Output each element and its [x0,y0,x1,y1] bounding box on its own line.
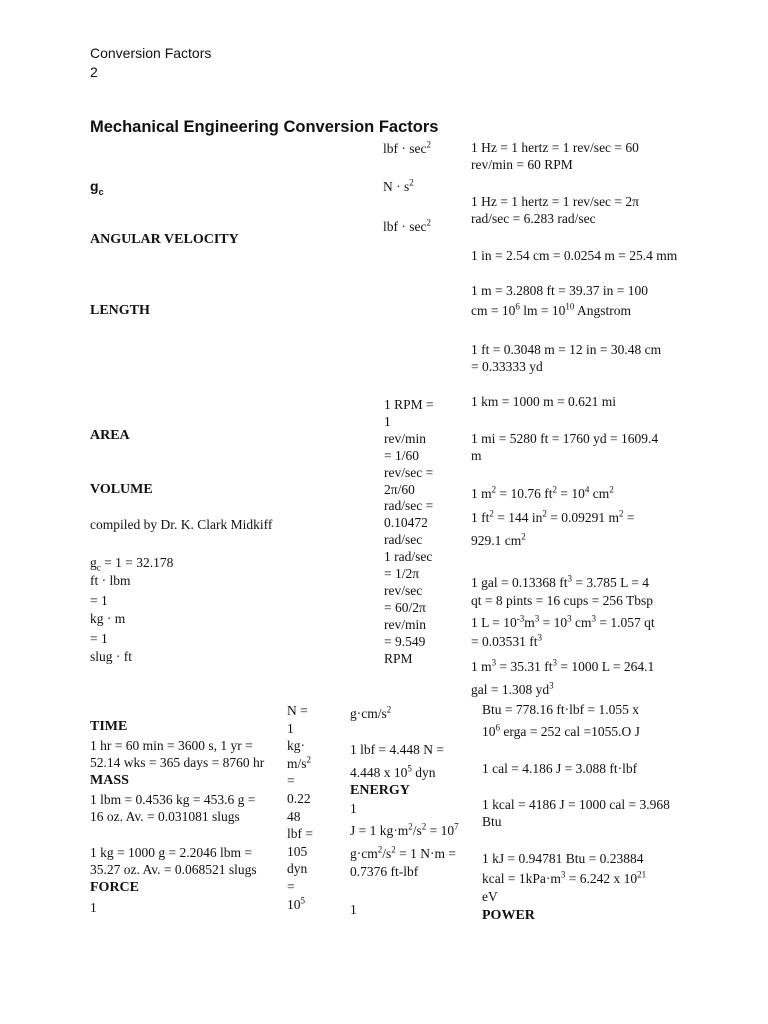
newton-line: = [287,773,295,789]
section-volume: VOLUME [90,482,153,497]
newton-line: 105 [287,843,308,859]
newton-line: 48 [287,808,301,824]
hz-conversion-2: 1 Hz = 1 hertz = 1 rev/sec = 2π rad/sec = 6.283 rad/sec [471,194,639,226]
page-number: 2 [90,64,98,80]
meter-conversion-line2: cm = $10^6$ lm = $10^{10}$ Angstrom [471,301,631,318]
cubic-meter-conversion-line1: 1 $m^3 = 35.31$ $ft^3 = 1000$ L = 264.1 [471,657,655,674]
lbm-conversion-line1: 1 lbm = 0.4536 kg = 453.6 g = [90,792,256,807]
rpm-line: 1 RPM = [384,397,434,412]
time-conversion-line1: 1 hr = 60 min = 3600 s, 1 yr = [90,738,253,753]
rpm-line: rev/sec = [384,464,434,480]
rpm-line: = 1/60 [384,447,419,463]
sq-foot-conversion-line2: 929.1 $cm^2$ [471,531,526,548]
liter-conversion-line1: 1 $L = 10^{-3}m^3 = 10^3$ $cm^3 = 1.057$ qt [471,613,655,630]
gc-line: = 1 [90,593,108,608]
gc-label: $g_c$ [90,178,104,197]
lbm-conversion-line2: 16 oz. Av. = 0.031081 slugs [90,809,240,824]
foot-conversion: 1 ft = 0.3048 m = 12 in = 30.48 cm = 0.33333 yd [471,342,662,374]
kg-conversion-line1: 1 kg = 1000 g = 2.2046 lbm = [90,845,252,860]
mile-conversion: 1 mi = 5280 ft = 1760 yd = 1609.4 m [471,431,659,463]
energy-one: 1 [350,801,357,816]
lbf-conversion-line1: 1 lbf = 4.448 N = [350,742,444,757]
gallon-conversion-line2: qt = 8 pints = 16 cups = 256 Tbsp [471,593,653,608]
section-area: AREA [90,428,130,443]
newton-line: kg· [287,738,305,754]
joule-conversion-line1: J = 1 $kg\cdot m^2/s^2 = 10^7$ [350,821,459,838]
newton-conversion-column [287,702,313,913]
gc-equation: $g_c = 1 = 32.178$ [90,555,174,573]
btu-conversion-line2: $10^6$ erga = 252 cal =1055.O J [482,722,640,739]
newton-line: dyn [287,861,308,877]
cubic-meter-conversion-line2: gal = 1.308 $yd^3$ [471,680,554,697]
rpm-line: 1 rad/sec [384,549,433,565]
newton-line: lbf = [287,826,313,842]
rpm-line: RPM [384,650,413,666]
newton-line: $m/s^2$ [287,754,312,771]
rpm-line: rev/sec [384,582,423,598]
gcms-unit: $g\cdot cm/s^2$ [350,704,392,721]
rpm-line: rev/min [384,616,426,632]
rpm-line: = 9.549 [384,633,426,649]
newton-line: $10^5$ [287,895,305,912]
section-time: TIME [90,719,128,734]
gc-line: kg · m [90,611,126,626]
section-angular-velocity: ANGULAR VELOCITY [90,232,239,247]
km-conversion: 1 km = 1000 m = 0.621 mi [471,394,616,409]
btu-conversion-line1: Btu = 778.16 ft·lbf = 1.055 x [482,702,639,717]
section-power: POWER [482,908,535,923]
newton-line: 0.22 [287,790,311,806]
rpm-line: = 60/2π [384,599,426,615]
section-length: LENGTH [90,303,150,318]
gc-line: ft · lbm [90,573,131,588]
rpm-line: rad/sec = [384,498,434,514]
page-title: Mechanical Engineering Conversion Factors [90,118,439,136]
unit-lbf-sec2: lbf · $\sec^2$ [383,139,431,156]
rpm-line: rad/sec [384,532,423,548]
compiled-by: compiled by Dr. K. Clark Midkiff [90,517,273,532]
unit-lbf-sec2-second: lbf · $\sec^2$ [383,217,431,234]
kj-conversion-line2: kcal = $1kPa\cdot m^3 = 6.242$ x $10^{21}$ [482,869,647,886]
rpm-line: 1 [384,413,391,429]
sq-foot-conversion-line1: 1 $ft^2 = 144$ $in^2 = 0.09291$ $m^2$ = [471,508,635,525]
rpm-line: 2π/60 [384,481,415,497]
rpm-line: rev/min [384,430,426,446]
unit-n-s2: $N \cdot s^2$ [383,177,414,194]
kj-conversion-line3: eV [482,889,498,904]
inch-conversion: 1 in = 2.54 cm = 0.0254 m = 25.4 mm [471,248,678,263]
gc-line: slug · ft [90,649,132,664]
kcal-conversion: 1 kcal = 4186 J = 1000 cal = 3.968 Btu [482,797,670,829]
calorie-conversion: 1 cal = 4.186 J = 3.088 ft·lbf [482,761,638,776]
rpm-conversion-column [384,397,434,668]
joule-conversion-line2: $g\cdot cm^2/s^2 = 1$ N·m = [350,844,456,861]
kj-conversion-line1: 1 kJ = 0.94781 Btu = 0.23884 [482,851,644,866]
rpm-line: = 1/2π [384,566,420,582]
kg-conversion-line2: 35.27 oz. Av. = 0.068521 slugs [90,862,257,877]
newton-line: 1 [287,720,294,736]
energy-one-second: 1 [350,902,357,917]
lbf-conversion-line2: 4.448 x $10^5$ dyn [350,763,436,780]
gc-line: = 1 [90,631,108,646]
section-energy: ENERGY [350,783,410,798]
gallon-conversion-line1: 1 gal = 0.13368 $ft^3 = 3.785$ L = 4 [471,573,649,590]
rpm-line: 0.10472 [384,515,428,531]
section-mass: MASS [90,773,129,788]
section-force: FORCE [90,880,139,895]
sq-meter-conversion: 1 $m^2 = 10.76$ $ft^2 = 10^4$ $cm^2$ [471,484,614,501]
liter-conversion-line2: = 0.03531 $ft^3$ [471,632,542,649]
newton-line: N = [287,703,308,718]
hz-conversion-1: 1 Hz = 1 hertz = 1 rev/sec = 60 rev/min = 60 RPM [471,140,639,172]
document-header-title: Conversion Factors [90,45,212,61]
newton-line: = [287,878,295,894]
force-one: 1 [90,900,97,915]
meter-conversion-line1: 1 m = 3.2808 ft = 39.37 in = 100 [471,283,648,298]
time-conversion-line2: 52.14 wks = 365 days = 8760 hr [90,755,265,770]
joule-conversion-line3: 0.7376 ft-lbf [350,864,419,879]
